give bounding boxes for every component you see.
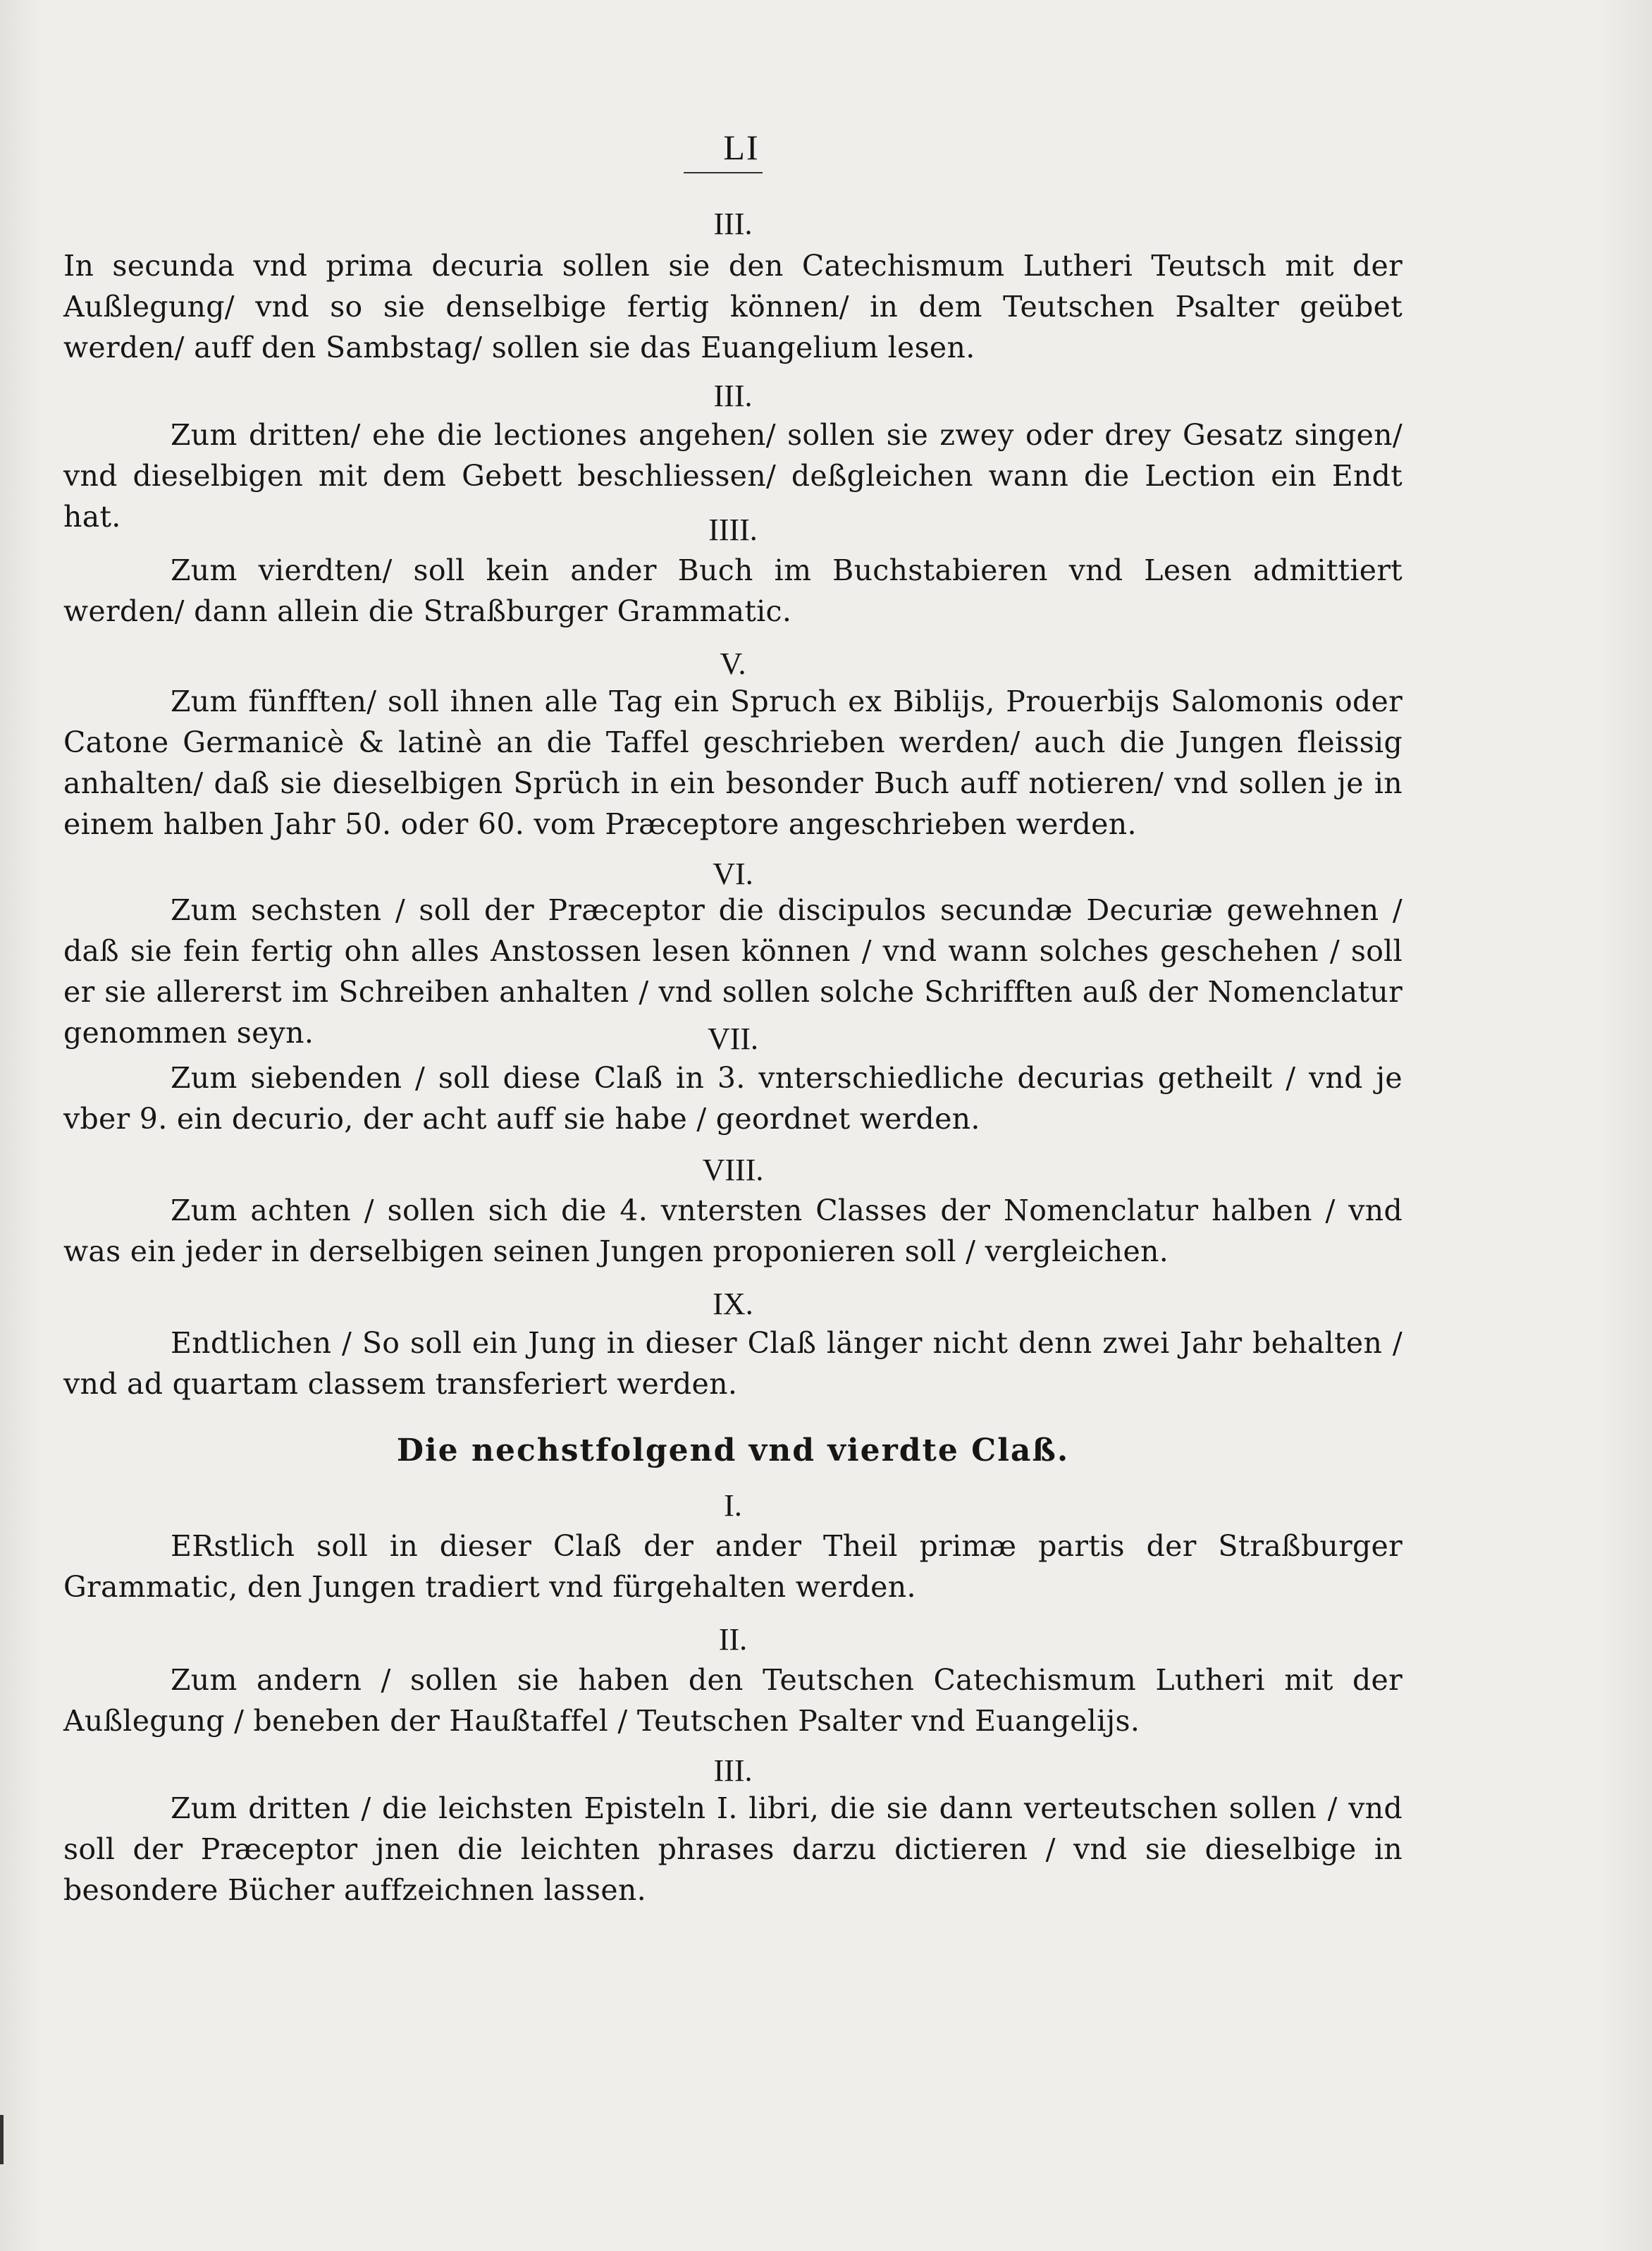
section-paragraph: Zum andern / sollen sie haben den Teutschen Catechismum Lutheri mit der Außlegung / beneben der Haußtaffel / Teutschen Psalter vnd Euangelijs. (63, 1663, 1403, 1738)
section-numeral: VII. (707, 1022, 759, 1056)
section-numeral: IIII. (708, 513, 758, 547)
section-paragraph: Zum sechsten / soll der Præceptor die discipulos secundæ Decuriæ gewehnen / daß sie fein fertig ohn alles Anstossen lesen können / vnd wann solches geschehen / soll er sie allererst im Schreiben anhalten / vnd sollen solche Schrifften auß der Nomenclatur genommen seyn. (63, 893, 1403, 1050)
section-numeral: II. (718, 1622, 748, 1657)
section-paragraph: Zum dritten/ ehe die lectiones angehen/ sollen sie zwey oder drey Gesatz singen/ vnd dieselbigen mit dem Gebett beschliessen/ deßgleichen wann die Lection ein Endt hat. (63, 418, 1403, 534)
section-numeral: VI. (713, 857, 753, 891)
section-paragraph: ERstlich soll in dieser Claß der ander Theil primæ partis der Straßburger Grammatic, den Jungen tradiert vnd fürgehalten werden. (63, 1529, 1403, 1604)
section-heading: Die nechstfolgend vnd vierdte Claß. (396, 1433, 1070, 1468)
section-paragraph: Zum dritten / die leichsten Episteln I. libri, die sie dann verteutschen sollen / vnd soll der Præceptor jnen die leichten phrases darzu dictieren / vnd sie dieselbige in besondere Bücher auffzeichnen lassen. (63, 1791, 1403, 1907)
section-paragraph: Endtlichen / So soll ein Jung in dieser Claß länger nicht denn zwei Jahr behalten / vnd ad quartam classem transferiert werden. (63, 1326, 1403, 1401)
section-numeral: III. (713, 207, 753, 241)
section-numeral: III. (713, 379, 753, 413)
scan-edge-mark (0, 2115, 4, 2164)
section-numeral: III. (713, 1753, 753, 1788)
section-paragraph: Zum siebenden / soll diese Claß in 3. vnterschiedliche decurias getheilt / vnd je vber 9. ein decurio, der acht auff sie habe / geordnet werden. (63, 1061, 1403, 1136)
section-paragraph: Zum vierdten/ soll kein ander Buch im Buchstabieren vnd Lesen admittiert werden/ dann allein die Straßburger Grammatic. (63, 553, 1403, 628)
section-numeral: IX. (713, 1287, 753, 1321)
section-numeral: I. (724, 1488, 742, 1523)
page-number: LI (723, 128, 760, 167)
page-number-underline (684, 172, 763, 173)
section-paragraph: Zum fünfften/ soll ihnen alle Tag ein Spruch ex Biblijs, Prouerbijs Salomonis oder Catone Germanicè & latinè an die Taffel geschrieben werden/ auch die Jungen fleissig anhalten/ daß sie dieselbigen Sprüch in ein besonder Buch auff notieren/ vnd sollen je in einem halben Jahr 50. oder 60. vom Præceptore angeschrieben werden. (63, 685, 1403, 841)
section-numeral: VIII. (702, 1153, 764, 1187)
section-paragraph: Zum achten / sollen sich die 4. vntersten Classes der Nomenclatur halben / vnd was ein jeder in derselbigen seinen Jungen proponieren soll / vergleichen. (63, 1194, 1403, 1268)
section-numeral: V. (720, 646, 746, 681)
section-paragraph: In secunda vnd prima decuria sollen sie den Catechismum Lutheri Teutsch mit der Außlegung/ vnd so sie denselbige fertig können/ in dem Teutschen Psalter geübet werden/ auff den Sambstag/ sollen sie das Euangelium lesen. (63, 249, 1403, 364)
